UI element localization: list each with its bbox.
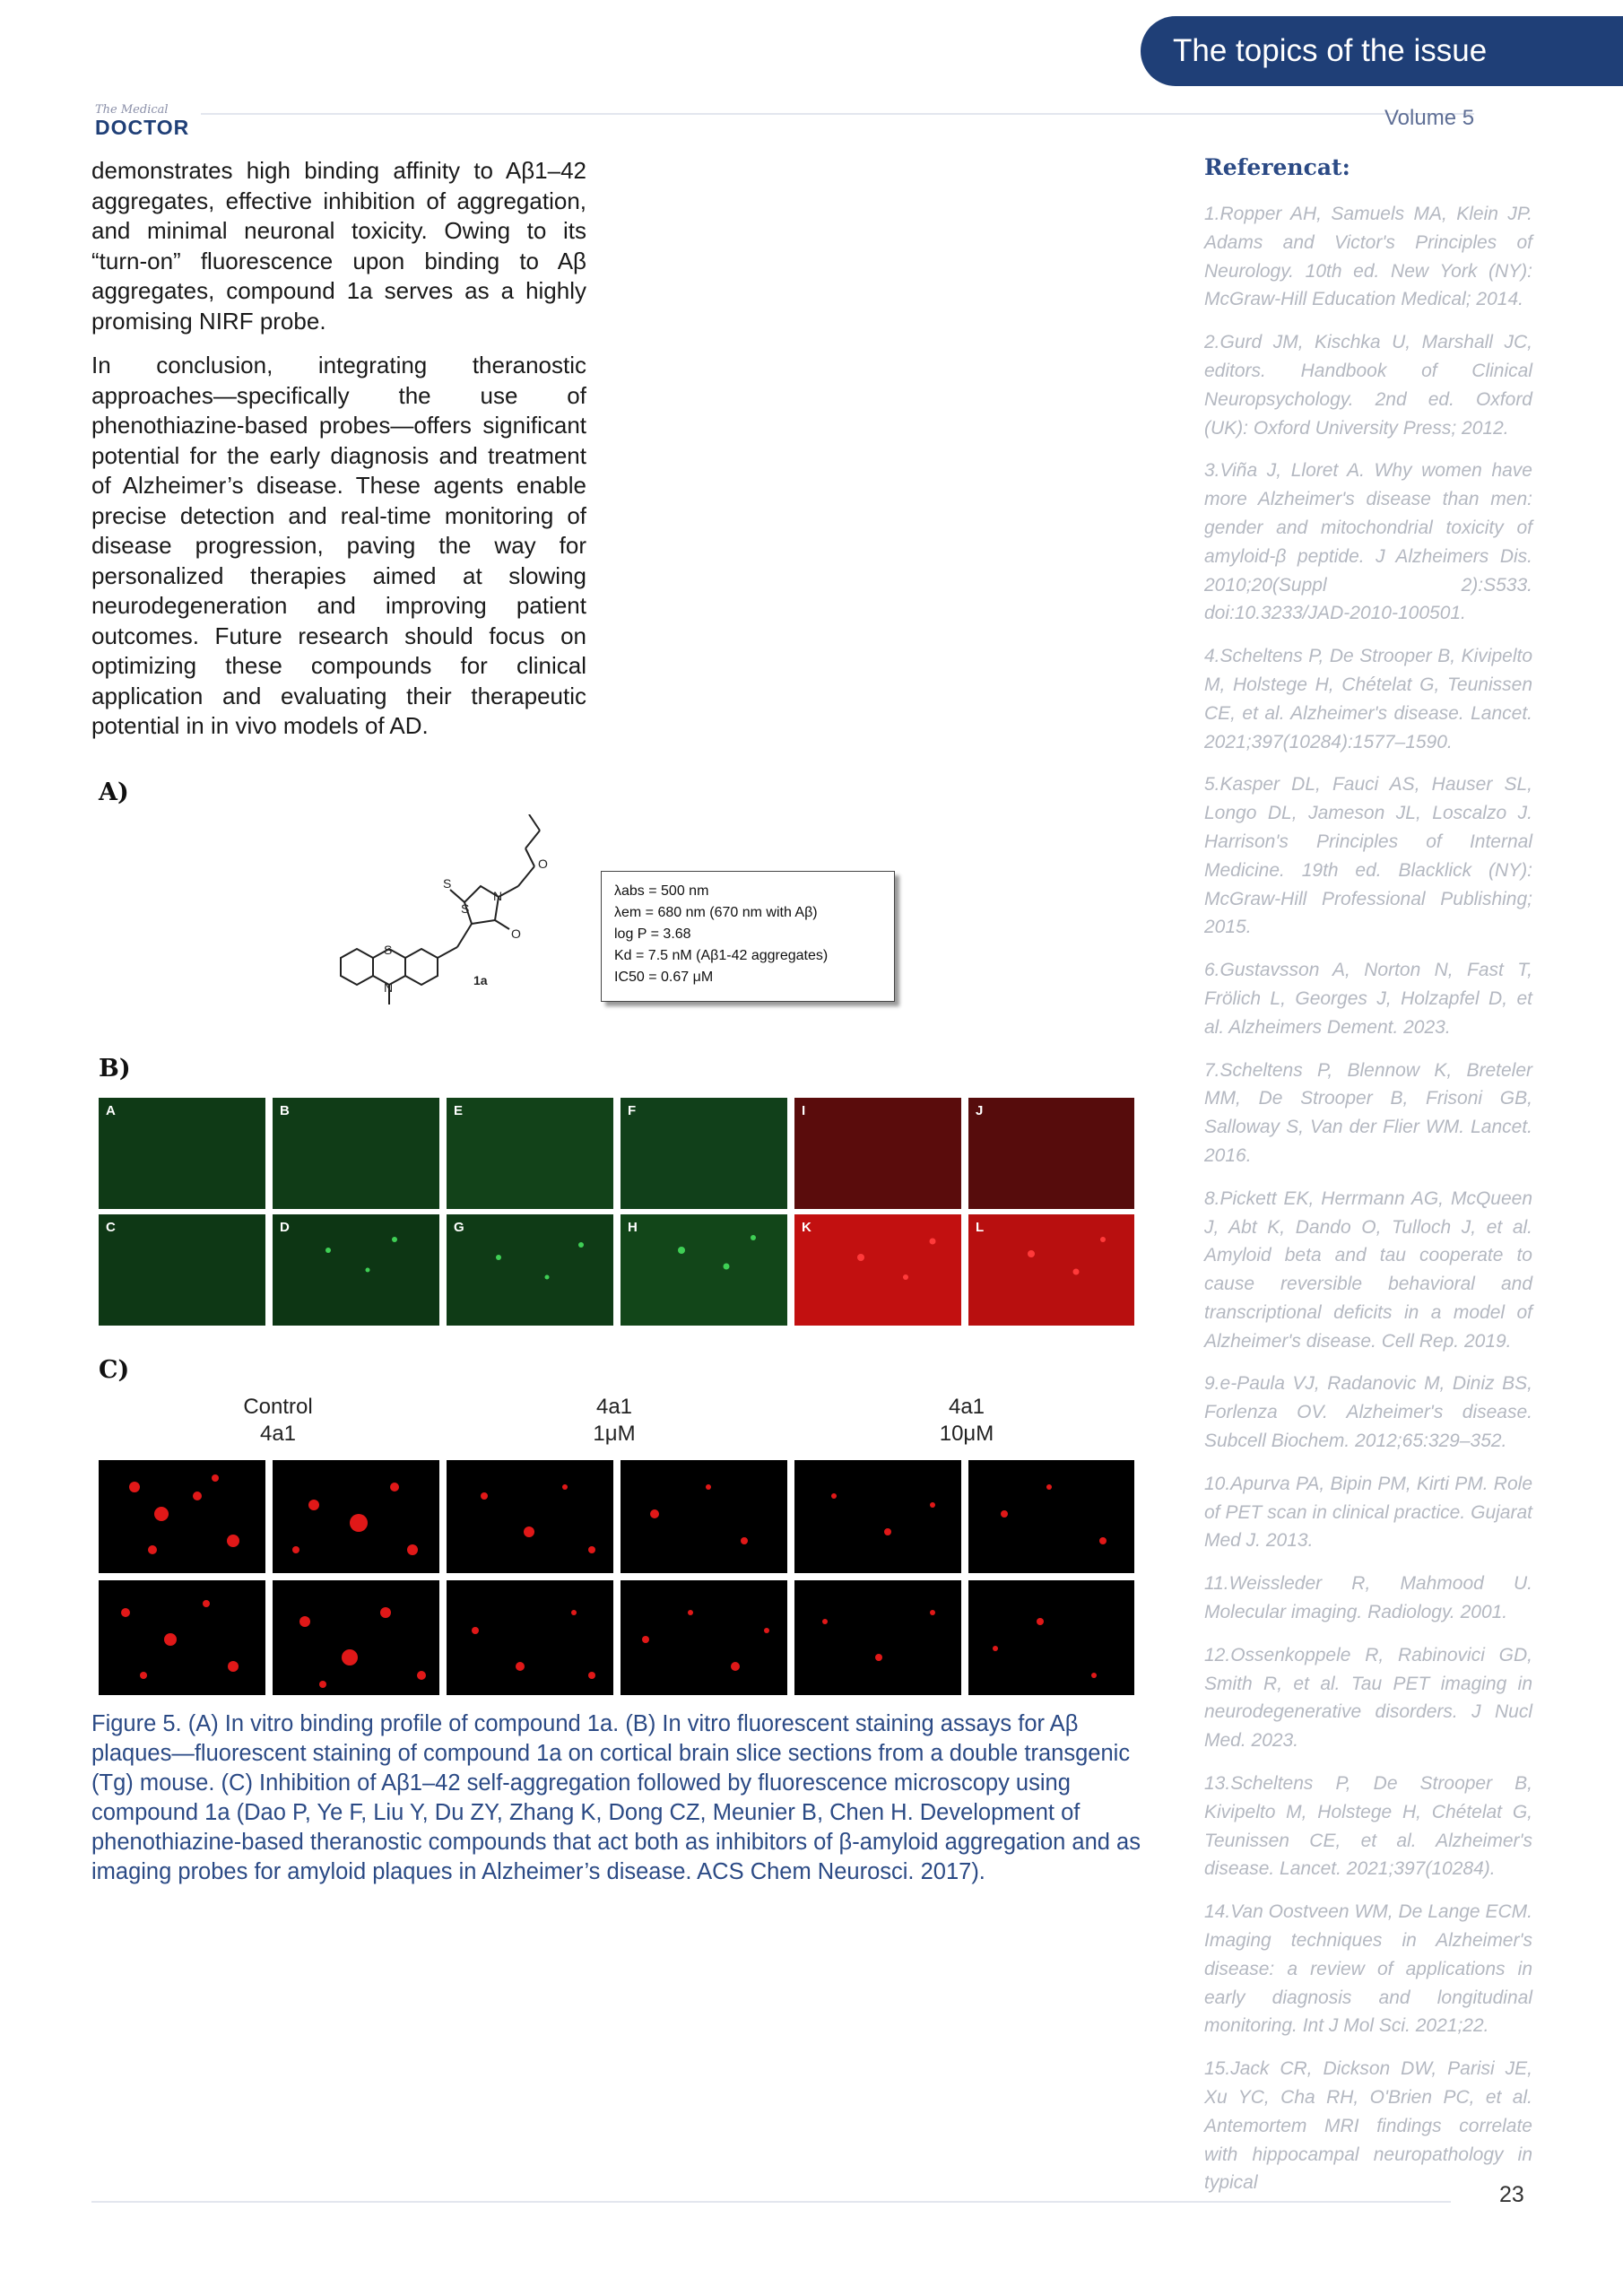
page-number: 23 — [1499, 2182, 1524, 2207]
group-label-1um — [542, 1394, 686, 1448]
reference-item: 4.Scheltens P, De Strooper B, Kivipelto M, Holstege H, Chételat G, Teunissen CE, et al. Alzheimer's disease. Lancet. 2021;397(10284):1577–1590. — [1204, 646, 1532, 752]
figure-5 — [99, 778, 1134, 1695]
reference-item: 14.Van Oostveen WM, De Lange ECM. Imaging techniques in Alzheimer's disease: a review of applications in early diagnosis and longitudinal monitoring. Int J Mol Sci. 2021;22. — [1204, 1901, 1532, 2037]
compound-1a-structure — [314, 814, 601, 1021]
group-label-line: 10μM — [939, 1422, 994, 1446]
tile-letter: A — [106, 1103, 116, 1118]
reference-item: 2.Gurd JM, Kischka U, Marshall JC, editors. Handbook of Clinical Neuropsychology. 2nd ed. Oxford (UK): Oxford University Press; 2012. — [1204, 332, 1532, 439]
section-title: The topics of the issue — [1173, 33, 1488, 68]
body-paragraph-1: demonstrates high binding affinity to Aβ1–42 aggregates, effective inhibition of aggregation, and minimal neuronal toxicity. Owing to its “turn-on” fluorescence upon binding to Aβ aggregates, compound 1a serves as a highly promising NIRF probe. — [91, 157, 586, 335]
aggregation-micrographs — [99, 1460, 1134, 1695]
tile-letter: I — [802, 1103, 806, 1118]
panel-label-c: C) — [99, 1356, 130, 1384]
property-line: log P = 3.68 — [614, 926, 691, 942]
fluorescence-tile — [273, 1098, 439, 1209]
group-label-control — [206, 1394, 350, 1448]
plaque-dots-b — [99, 1214, 1134, 1326]
tile-letter: C — [106, 1220, 116, 1235]
atom-n-ring: N — [493, 889, 503, 903]
property-line: λabs = 500 nm — [614, 883, 709, 899]
reference-item: 8.Pickett EK, Herrmann AG, McQueen J, Abt K, Dando O, Tulloch J, et al. Amyloid beta and tau cooperate to cause reversible behavioral and transcriptional deficits in a model of Alzheimer's disease. Cell Rep. 2019. — [1204, 1187, 1532, 1352]
fluorescence-tile — [794, 1098, 961, 1209]
atom-o-ester: O — [538, 857, 548, 871]
article-body — [91, 156, 586, 756]
footer-divider — [91, 2201, 1451, 2203]
property-line: λem = 680 nm (670 nm with Aβ) — [614, 905, 818, 920]
header-divider — [201, 113, 1474, 115]
reference-item: 12.Ossenkoppele R, Rabinovici GD, Smith R, et al. Tau PET imaging in neurodegenerative disorders. J Nucl Med. 2023. — [1204, 1644, 1532, 1752]
group-label-10um — [895, 1394, 1038, 1448]
tile-letter: E — [454, 1103, 464, 1118]
logo-big-text: DOCTOR — [95, 116, 190, 139]
reference-item: 7.Scheltens P, Blennow K, Breteler MM, De Strooper B, Frisoni GB, Salloway S, Van der Flier WM. Lancet. 2016. — [1204, 1059, 1532, 1166]
tile-letter: L — [976, 1220, 985, 1235]
group-label-line: 1μM — [593, 1422, 636, 1446]
tile-letter: D — [280, 1220, 290, 1235]
tile-letter: F — [628, 1103, 637, 1118]
group-label-line: 4a1 — [595, 1395, 633, 1419]
atom-s-thione: S — [443, 876, 452, 891]
journal-logo — [95, 104, 189, 138]
panel-label-b: B) — [99, 1055, 131, 1083]
property-line: Kd = 7.5 nM (Aβ1-42 aggregates) — [614, 948, 829, 963]
atom-s-ring: S — [461, 901, 470, 916]
reference-item: 9.e-Paula VJ, Radanovic M, Diniz BS, Forlenza OV. Alzheimer's disease. Subcell Biochem. 2012;65:329–352. — [1204, 1373, 1532, 1452]
property-line: IC50 = 0.67 μM — [614, 970, 714, 985]
section-title-banner — [1141, 16, 1623, 86]
reference-item: 6.Gustavsson A, Norton N, Fast T, Frölich L, Georges J, Holzapfel D, et al. Alzheimers Dement. 2023. — [1204, 960, 1532, 1038]
atom-n-thiazine: N — [384, 980, 394, 995]
group-label-line: 4a1 — [259, 1422, 297, 1446]
reference-item: 3.Viña J, Lloret A. Why women have more Alzheimer's disease than men: gender and mitochondrial toxicity of amyloid-β peptide. J Alzheimers Dis. 2010;20(Suppl 2):S533. doi:10.3233/JAD-2010-100501. — [1204, 460, 1532, 624]
group-label-line: Control — [243, 1395, 313, 1419]
compound-properties-box — [601, 871, 895, 1002]
logo-small-text: The Medical — [95, 103, 169, 117]
volume-label: Volume 5 — [1384, 106, 1475, 130]
references-heading: Referencat: — [1204, 154, 1350, 180]
group-label-line: 4a1 — [948, 1395, 985, 1419]
reference-item: 11.Weissleder R, Mahmood U. Molecular imaging. Radiology. 2001. — [1204, 1573, 1532, 1623]
tile-letter: G — [454, 1220, 464, 1235]
fluorescence-tile — [447, 1098, 613, 1209]
reference-item: 10.Apurva PA, Bipin PM, Kirti PM. Role of PET scan in clinical practice. Gujarat Med J. 2013. — [1204, 1473, 1532, 1552]
tile-letter: J — [976, 1103, 984, 1118]
references-column — [1204, 154, 1532, 2212]
reference-item: 13.Scheltens P, De Strooper B, Kivipelto M, Holstege H, Chételat G, Teunissen CE, et al. Alzheimer's disease. Lancet. 2021;397(10284). — [1204, 1773, 1532, 1880]
reference-item: 1.Ropper AH, Samuels MA, Klein JP. Adams and Victor's Principles of Neurology. 10th ed. New York (NY): McGraw-Hill Education Medical; 2014. — [1204, 204, 1532, 310]
tile-letter: K — [802, 1220, 812, 1235]
fluorescence-tile — [968, 1098, 1134, 1209]
atom-o-carbonyl: O — [511, 926, 521, 941]
compound-number: 1a — [473, 973, 488, 987]
panel-label-a: A) — [99, 778, 129, 806]
fluorescence-tile — [621, 1098, 787, 1209]
fluorescence-tile — [99, 1098, 265, 1209]
tile-letter: B — [280, 1103, 290, 1118]
atom-s-thiazine: S — [384, 943, 393, 957]
reference-item: 5.Kasper DL, Fauci AS, Hauser SL, Longo DL, Jameson JL, Loscalzo J. Harrison's Principles of Internal Medicine. 19th ed. Blacklick (NY): McGraw-Hill Professional Publishing; 2015. — [1204, 774, 1532, 938]
reference-item: 15.Jack CR, Dickson DW, Parisi JE, Xu YC, Cha RH, O'Brien PC, et al. Antemortem MRI findings correlate with hippocampal neuropathology in typical — [1204, 2058, 1532, 2194]
figure-caption: Figure 5. (A) In vitro binding profile of compound 1a. (B) In vitro fluorescent staining assays for Aβ plaques—fluorescent staining of compound 1a on cortical brain slice sections from a double transgenic (Tg) mouse. (C) Inhibition of Aβ1–42 self-aggregation followed by fluorescence microscopy using compound 1a (Dao P, Ye F, Liu Y, Du ZY, Zhang K, Dong CZ, Meunier B, Chen H. Development of phenothiazine-based theranostic compounds that act both as inhibitors of β-amyloid aggregation and as imaging probes for amyloid plaques in Alzheimer’s disease. ACS Chem Neurosci. 2017). — [91, 1711, 1141, 1884]
body-paragraph-2: In conclusion, integrating theranostic approaches—specifically the use of phenothiazine-based probes—offers significant potential for the early diagnosis and treatment of Alzheimer’s disease. These agents enable precise detection and real-time monitoring of disease progression, paving the way for personalized therapies aimed at slowing neurodegeneration and improving patient outcomes. Future research should focus on optimizing these compounds for clinical application and evaluating their therapeutic potential in in vivo models of AD. — [91, 352, 586, 739]
tile-letter: H — [628, 1220, 638, 1235]
